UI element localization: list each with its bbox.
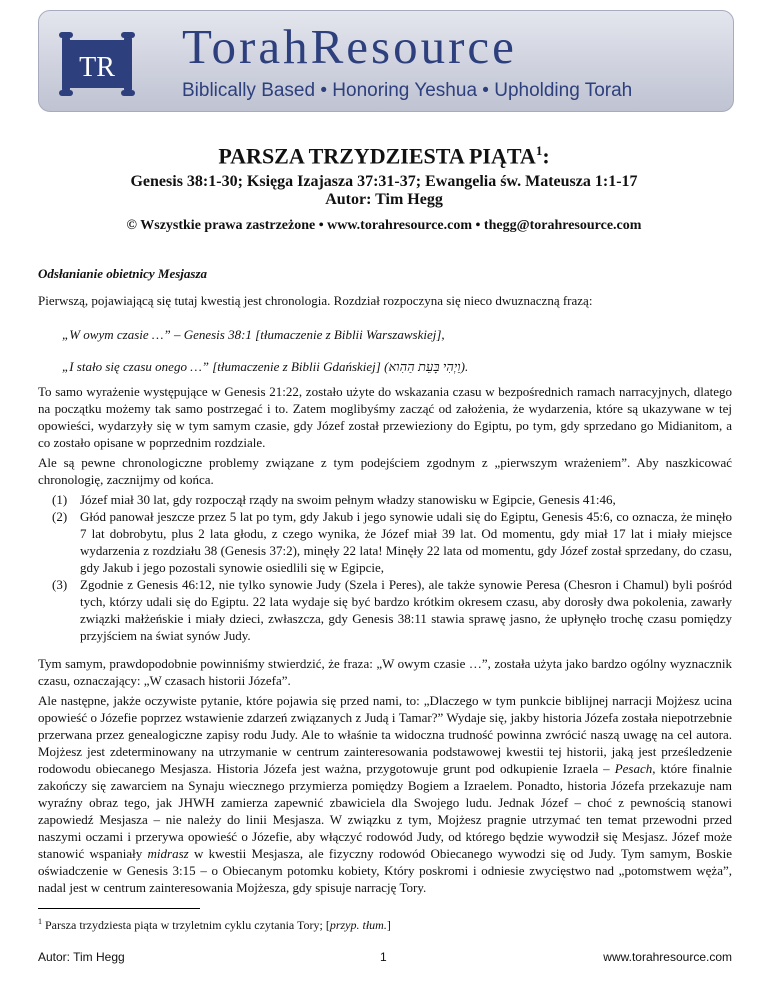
list-item bbox=[52, 576, 732, 644]
paragraph-5-part-b: , które finalnie zakończy się zawarciem na Synaju wiecznego przymierza pomiędzy Bogiem a Izraelem. Ponadto, historia Józefa przekazuje nam wyraźny obraz tego, jak JHWH zamierza zapewnić zbawiciela dla Swojego ludu. Jednak Józef – choć z pewnością stanowi zapowiedź Mesjasza – nie należy do linii Mesjasza. W związku z tym, Mojżesz pragnie utrzymać ten temat przewodni przed naszymi oczami i przerywa opowieść o Józefie, aby włączyć rodowód Judy, od którego będzie wywodził się Mesjasz. Józef może stanowić wspaniały bbox=[38, 761, 732, 861]
footnote-ref: 1 bbox=[535, 143, 543, 158]
footnote-close: ] bbox=[386, 918, 391, 932]
list-item-number: (3) bbox=[52, 577, 68, 592]
list-item-number: (2) bbox=[52, 509, 68, 524]
readings: Genesis 38:1-30; Księga Izajasza 37:31-37; Ewangelia św. Mateusza 1:1-17 bbox=[130, 173, 638, 190]
quote-gdansk: „I stało się czasu onego …” [tłumaczenie z Biblii Gdańskiej] (וַיְהִי בָּעֵת הַהִוא). bbox=[62, 359, 469, 374]
brand-tagline: Biblically Based • Honoring Yeshua • Upholding Torah bbox=[182, 80, 633, 101]
footnote-translator-note: przyp. tłum. bbox=[329, 918, 387, 932]
footnote-number: 1 bbox=[38, 917, 42, 926]
copyright-line: © Wszystkie prawa zastrzeżone • www.torahresource.com • thegg@torahresource.com bbox=[126, 218, 642, 233]
page-number: 1 bbox=[380, 950, 387, 964]
torah-scroll-logo-icon bbox=[58, 22, 136, 100]
quote-warsaw: „W owym czasie …” – Genesis 38:1 [tłumaczenie z Biblii Warszawskiej], bbox=[62, 327, 445, 342]
list-item-text: Zgodnie z Genesis 46:12, nie tylko synowie Judy (Szela i Peres), ale także synowie Peresa (Chesron i Chamul) byli pośród tych, którzy udali się do Egiptu. 22 lata wydaje się być bardzo krótkim okresem czasu, aby dorosły dwa pokolenia, zawarły związki małżeńskie i miały dzieci, zwłaszcza, gdy Genesis 38:11 stawia sprawę jasno, że upłynęło trochę czasu pomiędzy przyjściem na świat synów Judy. bbox=[80, 577, 732, 643]
paragraph-4: Tym samym, prawdopodobnie powinniśmy stwierdzić, że fraza: „W owym czasie …”, została użyta jako bardzo ogólny wyznacznik czasu, oznaczający: „W czasach historii Józefa”. bbox=[38, 656, 732, 688]
logo-text: TR bbox=[79, 52, 115, 83]
footnote bbox=[38, 917, 391, 933]
title-text: PARSZA TRZYDZIESTA PIĄTA bbox=[218, 143, 536, 169]
footer-author: Autor: Tim Hegg bbox=[38, 950, 125, 964]
brand-name: TorahResource bbox=[182, 19, 517, 74]
paragraph-2: To samo wyrażenie występujące w Genesis 21:22, zostało użyte do wskazania czasu w bezpośrednich ramach narracyjnych, dlatego na początku możemy tak samo postrzegać i to. Zatem moglibyśmy zacząć od założenia, że wydarzenia, które są ukazywane w tej opowieści, wydarzyły się w tym samym czasie, gdy Józef został przewieziony do Egiptu, po tym, gdy sprzedano go Midianitom, a co zostało opisane w poprzednim rozdziale. bbox=[38, 384, 732, 450]
section-heading: Odsłanianie obietnicy Mesjasza bbox=[38, 266, 208, 281]
paragraph-5-part-a: Ale następne, jakże oczywiste pytanie, które pojawia się przed nami, to: „Dlaczego w tym punkcie biblijnej narracji Mojżesz ucina opowieść o Józefie poprzez wstawienie zdarzeń związanych z Judą i Tamar?” Wydaje się, jakby historia Józefa została niepotrzebnie przerwana przez genealogiczne zapisy rodu Judy. Ale to właśnie ta widoczna trudność powinna zwrócić naszą uwagę na cel autora. Mojżesz jest zdeterminowany na utrzymanie w centrum zainteresowania podstawowej kwestii tej historii, jaką jest prześledzenie rodowodu obiecanego Mesjasza. Historia Józefa jest ważna, przygotowuje grunt pod odkupienie Izraela – bbox=[38, 693, 732, 776]
list-item-number: (1) bbox=[52, 492, 68, 507]
footnote-divider bbox=[38, 908, 200, 909]
paragraph-5-part-c: w kwestii Mesjasza, ale fizyczny rodowód Obiecanego wywodzi się od Judy. Tym samym, Boskie oświadczenie w Genesis 3:15 – o Obiecanym potomku kobiety, Który poskromi i odniesie zwycięstwo nad „potomstwem węża”, nadal jest w centrum zainteresowania Mojżesza, gdy spisuje narrację Tory. bbox=[38, 846, 732, 895]
list-item-text: Józef miał 30 lat, gdy rozpoczął rządy na swoim pełnym władzy stanowisku w Egipcie, Genesis 41:46, bbox=[80, 492, 616, 507]
paragraph-3: Ale są pewne chronologiczne problemy związane z tym podejściem zgodnym z „pierwszym wrażeniem”. Aby naszkicować chronologię, zacznijmy od końca. bbox=[38, 455, 732, 487]
page-title bbox=[0, 143, 768, 169]
paragraph-5 bbox=[38, 692, 732, 896]
footer-website[interactable]: www.torahresource.com bbox=[603, 950, 732, 964]
footnote-text: Parsza trzydziesta piąta w trzyletnim cyklu czytania Tory; [ bbox=[45, 918, 330, 932]
paragraph-1: Pierwszą, pojawiającą się tutaj kwestią jest chronologia. Rozdział rozpoczyna się nieco dwuznaczną frazą: bbox=[38, 293, 593, 308]
list-item bbox=[52, 491, 732, 508]
title-colon: : bbox=[542, 143, 550, 169]
list-item bbox=[52, 508, 732, 576]
term-pesach: Pesach bbox=[614, 761, 653, 776]
term-midrasz: midrasz bbox=[147, 846, 189, 861]
author-line: Autor: Tim Hegg bbox=[325, 191, 443, 208]
list-item-text: Głód panował jeszcze przez 5 lat po tym, gdy Jakub i jego synowie udali się do Egiptu, Genesis 45:6, co oznacza, że minęło 7 lat dobrobytu, plus 2 lata głodu, z czego wynika, że Józef miał 39 lat. Od momentu, gdy miał 17 lat i miały miejsce wydarzenia z rozdziału 38 (Genesis 37:2), minęły 22 lata! Minęły 22 lata od momentu, gdy Józef został sprzedany, do czasu, gdy Jakub i jego pozostali synowie osiedlili się w Egipcie, bbox=[80, 509, 732, 575]
